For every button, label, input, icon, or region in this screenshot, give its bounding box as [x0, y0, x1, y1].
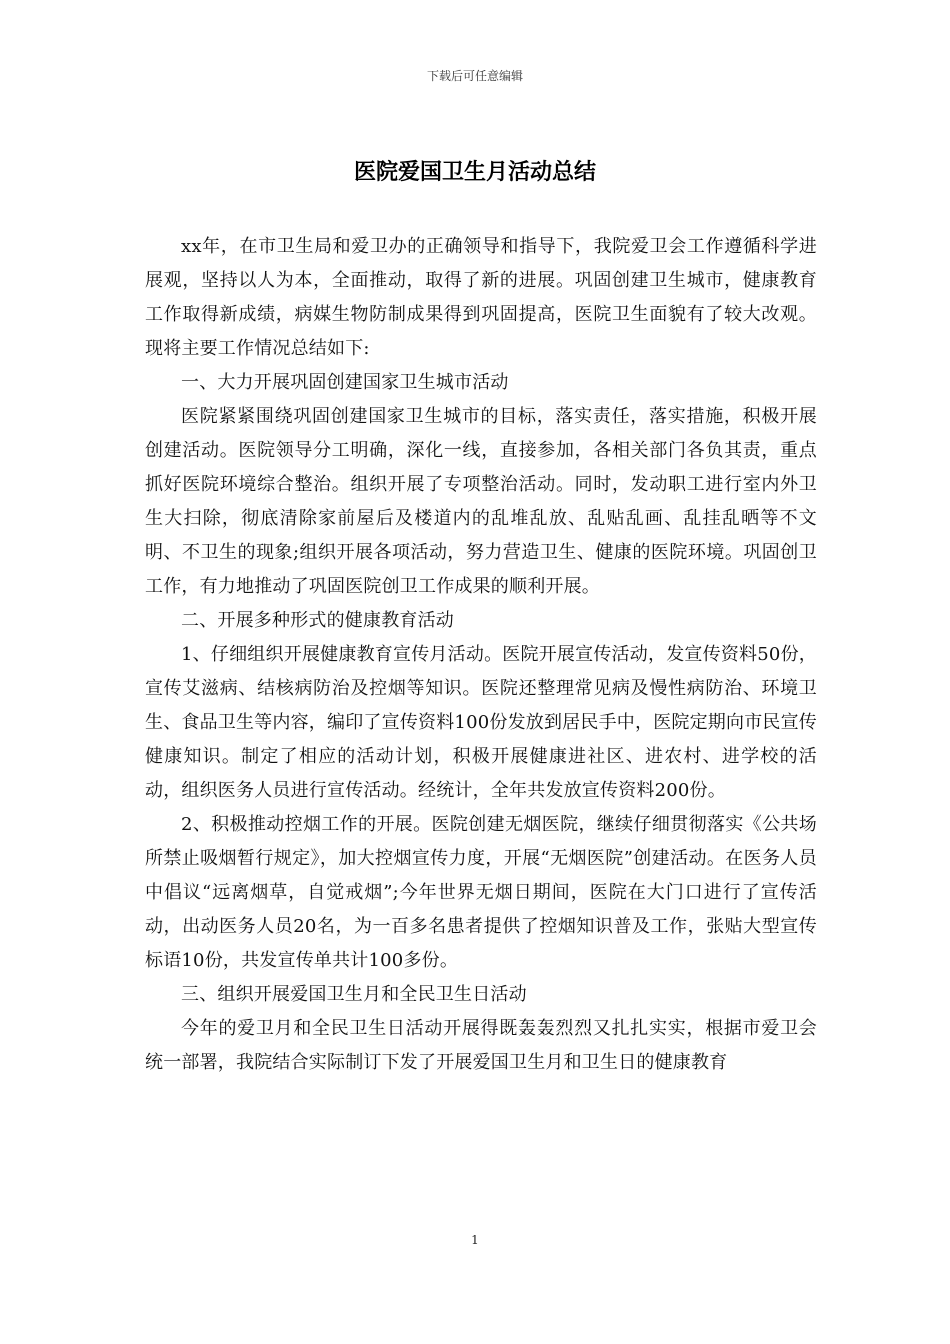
page-header-note: 下载后可任意编辑: [426, 69, 523, 83]
section-3-paragraph: 今年的爱卫月和全民卫生日活动开展得既轰轰烈烈又扎扎实实，根据市爱卫会统一部署，我院结合实际制订下发了开展爱国卫生月和卫生日的健康教育: [145, 1018, 817, 1073]
section-2-item-2-paragraph: 2、积极推动控烟工作的开展。医院创建无烟医院，继续仔细贯彻落实《公共场所禁止吸烟暂行规定》，加大控烟宣传力度，开展“无烟医院”创建活动。在医务人员中倡议“远离烟草，自觉戒烟”;今年世界无烟日期间，医院在大门口进行了宣传活动，出动医务人员20名，为一百多名患者提供了控烟知识普及工作，张贴大型宣传标语10份，共发宣传单共计100多份。: [145, 814, 817, 971]
section-2-item-1-paragraph: 1、仔细组织开展健康教育宣传月活动。医院开展宣传活动，发宣传资料50份，宣传艾滋病、结核病防治及控烟等知识。医院还整理常见病及慢性病防治、环境卫生、食品卫生等内容，编印了宣传资料100份发放到居民手中，医院定期向市民宣传健康知识。制定了相应的活动计划，积极开展健康进社区、进农村、进学校的活动，组织医务人员进行宣传活动。经统计，全年共发放宣传资料200份。: [145, 644, 817, 801]
intro-paragraph: xx年，在市卫生局和爱卫办的正确领导和指导下，我院爱卫会工作遵循科学进展观，坚持以人为本，全面推动，取得了新的进展。巩固创建卫生城市，健康教育工作取得新成绩，病媒生物防制成果得到巩固提高，医院卫生面貌有了较大改观。现将主要工作情况总结如下:: [145, 236, 817, 359]
section-heading-3: 三、组织开展爱国卫生月和全民卫生日活动: [181, 984, 527, 1005]
section-1-paragraph: 医院紧紧围绕巩固创建国家卫生城市的目标，落实责任，落实措施，积极开展创建活动。医院领导分工明确，深化一线，直接参加，各相关部门各负其责，重点抓好医院环境综合整治。组织开展了专项整治活动。同时，发动职工进行室内外卫生大扫除，彻底清除家前屋后及楼道内的乱堆乱放、乱贴乱画、乱挂乱晒等不文明、不卫生的现象;组织开展各项活动，努力营造卫生、健康的医院环境。巩固创卫工作，有力地推动了巩固医院创卫工作成果的顺利开展。: [145, 406, 817, 597]
section-heading-2: 二、开展多种形式的健康教育活动: [181, 610, 454, 631]
page-number: 1: [471, 1233, 479, 1247]
section-heading-1: 一、大力开展巩固创建国家卫生城市活动: [181, 372, 509, 393]
document-body: [145, 230, 817, 1080]
document-title: 医院爱国卫生月活动总结: [353, 159, 596, 185]
